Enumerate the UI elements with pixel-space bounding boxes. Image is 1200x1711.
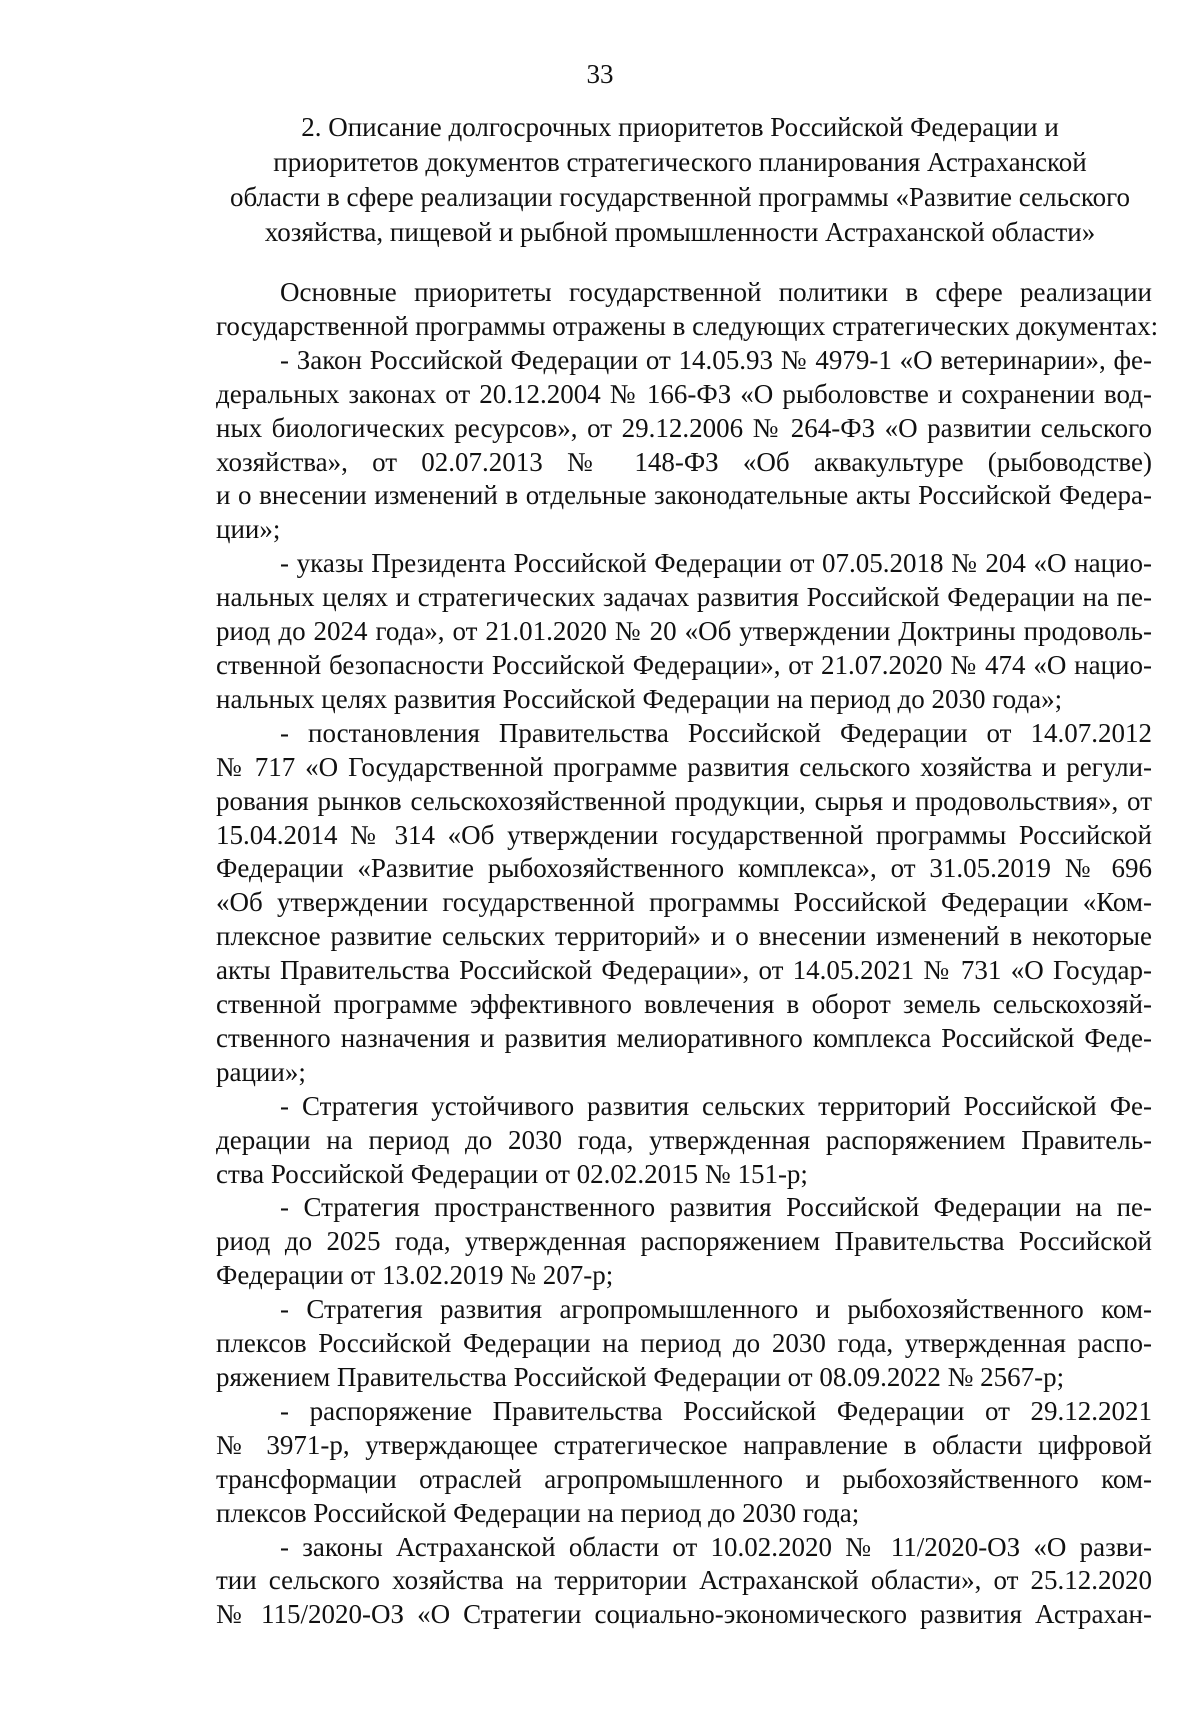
text-line: плексов Российской Федерации на период до 2030 года, утвержденная распо- <box>216 1328 1152 1359</box>
text-line: нальных целях и стратегических задачах развития Российской Федерации на пе- <box>216 582 1152 613</box>
text-line: № 115/2020-ОЗ «О Стратегии социально-экономического развития Астрахан- <box>216 1599 1152 1630</box>
text-line: - законы Астраханской области от 10.02.2020 № 11/2020-ОЗ «О разви- <box>280 1531 1152 1562</box>
text-line: ции»; <box>216 514 281 545</box>
text-line: ряжением Правительства Российской Федерации от 08.09.2022 № 2567-р; <box>216 1362 1065 1392</box>
heading-line: 2. Описание долгосрочных приоритетов Российской Федерации и <box>301 112 1059 142</box>
text-line: - Стратегия пространственного развития Российской Федерации на пе- <box>280 1192 1152 1223</box>
text-line: - распоряжение Правительства Российской Федерации от 29.12.2021 <box>280 1395 1152 1426</box>
text-line: государственной программы отражены в следующих стратегических документах: <box>216 310 1159 341</box>
text-line: ственной безопасности Российской Федерации», от 21.07.2020 № 474 «О нацио- <box>216 649 1152 680</box>
text-line: - Стратегия развития агропромышленного и рыбохозяйственного ком- <box>280 1294 1152 1325</box>
text-line: № 3971-р, утверждающее стратегическое направление в области цифровой <box>216 1429 1152 1460</box>
text-line: 15.04.2014 № 314 «Об утверждении государственной программы Российской <box>216 819 1152 850</box>
text-line: ственного назначения и развития мелиоративного комплекса Российской Феде- <box>216 1022 1152 1053</box>
text-line: нальных целях развития Российской Федерации на период до 2030 года»; <box>216 683 1063 714</box>
text-line: трансформации отраслей агропромышленного и рыбохозяйственного ком- <box>216 1463 1152 1494</box>
text-line: ных биологических ресурсов», от 29.12.2006 № 264-ФЗ «О развитии сельского <box>216 412 1152 443</box>
text-line: ственной программе эффективного вовлечения в оборот земель сельскохозяй- <box>216 989 1152 1020</box>
text-line: рации»; <box>216 1056 306 1087</box>
heading-line: области в сфере реализации государственной программы «Развитие сельского <box>229 182 1131 212</box>
text-line: тии сельского хозяйства на территории Астраханской области», от 25.12.2020 <box>216 1565 1152 1596</box>
text-line: плексное развитие сельских территорий» и о внесении изменений в некоторые <box>216 921 1152 952</box>
text-line: риод до 2025 года, утвержденная распоряжением Правительства Российской <box>216 1226 1152 1257</box>
section-heading <box>200 110 1160 250</box>
text-line: деральных законах от 20.12.2004 № 166-ФЗ «О рыболовстве и сохранении вод- <box>216 378 1152 409</box>
text-line: и о внесении изменений в отдельные законодательные акты Российской Федера- <box>216 480 1152 511</box>
text-line: Федерации от 13.02.2019 № 207-р; <box>216 1260 614 1291</box>
text-line: дерации на период до 2030 года, утвержденная распоряжением Правитель- <box>216 1124 1152 1155</box>
text-line: риод до 2024 года», от 21.01.2020 № 20 «Об утверждении Доктрины продоволь- <box>216 616 1152 647</box>
body-text <box>216 276 1159 1632</box>
text-line: хозяйства», от 02.07.2013 № 148-ФЗ «Об аквакультуре (рыбоводстве) <box>216 446 1152 477</box>
text-line: акты Правительства Российской Федерации», от 14.05.2021 № 731 «О Государ- <box>216 955 1152 986</box>
text-line: - указы Президента Российской Федерации от 07.05.2018 № 204 «О нацио- <box>280 548 1152 579</box>
text-line: плексов Российской Федерации на период до 2030 года; <box>216 1497 860 1528</box>
text-line: № 717 «О Государственной программе развития сельского хозяйства и регули- <box>216 751 1152 782</box>
text-line: «Об утверждении государственной программы Российской Федерации «Ком- <box>216 887 1152 918</box>
text-line: - постановления Правительства Российской Федерации от 14.07.2012 <box>280 717 1152 748</box>
text-line: ства Российской Федерации от 02.02.2015 № 151-р; <box>216 1158 808 1189</box>
text-line: Основные приоритеты государственной политики в сфере реализации <box>280 277 1152 307</box>
heading-line: хозяйства, пищевой и рыбной промышленности Астраханской области» <box>264 217 1096 247</box>
text-line: - Закон Российской Федерации от 14.05.93 № 4979-1 «О ветеринарии», фе- <box>280 344 1152 375</box>
page-number: 33 <box>586 59 614 89</box>
text-line: Федерации «Развитие рыбохозяйственного комплекса», от 31.05.2019 № 696 <box>216 853 1152 884</box>
text-line: - Стратегия устойчивого развития сельских территорий Российской Фе- <box>280 1090 1152 1121</box>
heading-line: приоритетов документов стратегического планирования Астраханской <box>273 147 1087 177</box>
text-line: рования рынков сельскохозяйственной продукции, сырья и продовольствия», от <box>216 785 1152 816</box>
